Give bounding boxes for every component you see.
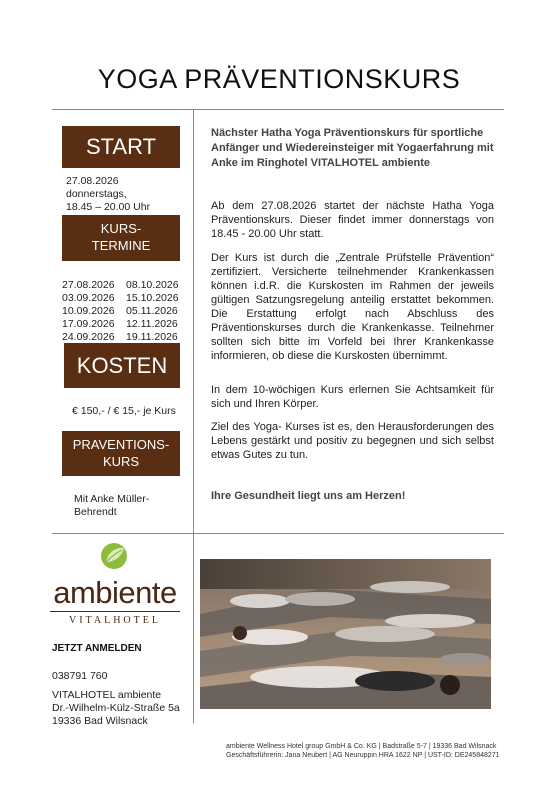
teacher-line-1: Mit Anke Müller- (74, 493, 150, 505)
praeventionskurs-heading (62, 431, 180, 476)
date-cell: 15.10.2026 (126, 292, 179, 304)
date-cell: 10.09.2026 (62, 305, 115, 317)
leaf-logo-icon (100, 542, 128, 570)
paragraph-certification: Der Kurs ist durch die „Zentrale Prüfstelle Prävention“ zertifiziert. Versicherte teilnehmender Krankenkassen können i.d.R. die Kurskosten im Rahmen der jeweils gültigen Satzungsregelung anteilig erstattet bekommen. Die Erstattung erfolgt nach Abschluss des Präventionskurses durch die Krankenkasse. Teilnehmer sollten sich bitte im Vorfeld bei Ihrer Krankenkasse informieren, ob diese die Kurskosten übernimmt. (211, 252, 494, 362)
start-date: 27.08.2026 (66, 175, 119, 187)
kosten-heading: KOSTEN (64, 343, 180, 388)
teacher-line-2: Behrendt (74, 506, 117, 518)
date-row (62, 318, 179, 331)
kurstermine-heading (62, 215, 180, 261)
address-block (52, 689, 180, 728)
kurstermine-line-1: KURS- (100, 221, 142, 236)
date-cell: 03.09.2026 (62, 292, 115, 304)
start-weekday: donnerstags, (66, 188, 127, 200)
footer-line-2: Geschäftsführerin: Jana Neubert | AG Neuruppin HRA 1622 NP | UST-ID: DE245848271 (226, 752, 500, 759)
paragraph-start: Ab dem 27.08.2026 startet der nächste Hatha Yoga Präventionskurs. Dieser findet immer donnerstags von 18.45 - 20.00 Uhr statt. (211, 200, 494, 240)
date-cell: 08.10.2026 (126, 279, 179, 291)
date-row (62, 279, 179, 292)
date-cell: 19.11.2026 (126, 331, 178, 343)
yoga-class-photo (200, 559, 491, 709)
price-text: € 150,- / € 15,- je Kurs (72, 405, 176, 417)
footer-line-1: ambiente Wellness Hotel group GmbH & Co. KG | Badstraße 5-7 | 19336 Bad Wilsnack (226, 743, 497, 750)
date-cell: 12.11.2026 (126, 318, 178, 330)
logo-wordmark: ambiente (53, 575, 177, 610)
teacher-text (74, 493, 149, 519)
address-line-2: Dr.-Wilhelm-Külz-Straße 5a (52, 702, 180, 714)
intro-text: Nächster Hatha Yoga Präventionskurs für sportliche Anfänger und Wiedereinsteiger mit Yogaerfahrung mit Anke im Ringhotel VITALHOTEL ambiente (211, 127, 494, 169)
start-info (66, 175, 150, 214)
footer-legal (226, 742, 516, 760)
address-line-3: 19336 Bad Wilsnack (52, 715, 148, 727)
phone-number: 038791 760 (52, 670, 108, 682)
praev-line-1: PRAVENTIONS- (72, 437, 170, 452)
start-time: 18.45 – 20.00 Uhr (66, 201, 151, 213)
middle-divider (52, 533, 504, 534)
kurstermine-line-2: TERMINE (91, 238, 151, 253)
paragraph-goal: Ziel des Yoga- Kurses ist es, den Herausforderungen des Lebens gestärkt und positiv zu begegnen und sich selbst etwas Gutes zu tun. (211, 421, 494, 461)
paragraph-mindfulness: In dem 10-wöchigen Kurs erlernen Sie Achtsamkeit für sich und Ihren Körper. (211, 384, 494, 410)
closing-text: Ihre Gesundheit liegt uns am Herzen! (211, 490, 406, 502)
page-title: YOGA PRÄVENTIONSKURS (97, 64, 461, 94)
vertical-divider (193, 110, 194, 723)
logo-subtitle: VITALHOTEL (69, 615, 161, 626)
register-cta: JETZT ANMELDEN (52, 643, 142, 654)
date-cell: 05.11.2026 (126, 305, 178, 317)
top-divider (52, 109, 504, 110)
address-line-1: VITALHOTEL ambiente (52, 689, 162, 701)
date-cell: 27.08.2026 (62, 279, 115, 291)
start-heading: START (62, 126, 180, 168)
date-cell: 17.09.2026 (62, 318, 115, 330)
date-row (62, 292, 179, 305)
date-row (62, 305, 179, 318)
logo-rule (50, 611, 180, 612)
praev-line-2: KURS (102, 454, 140, 469)
date-cell: 24.09.2026 (62, 331, 115, 343)
course-dates (62, 279, 186, 344)
